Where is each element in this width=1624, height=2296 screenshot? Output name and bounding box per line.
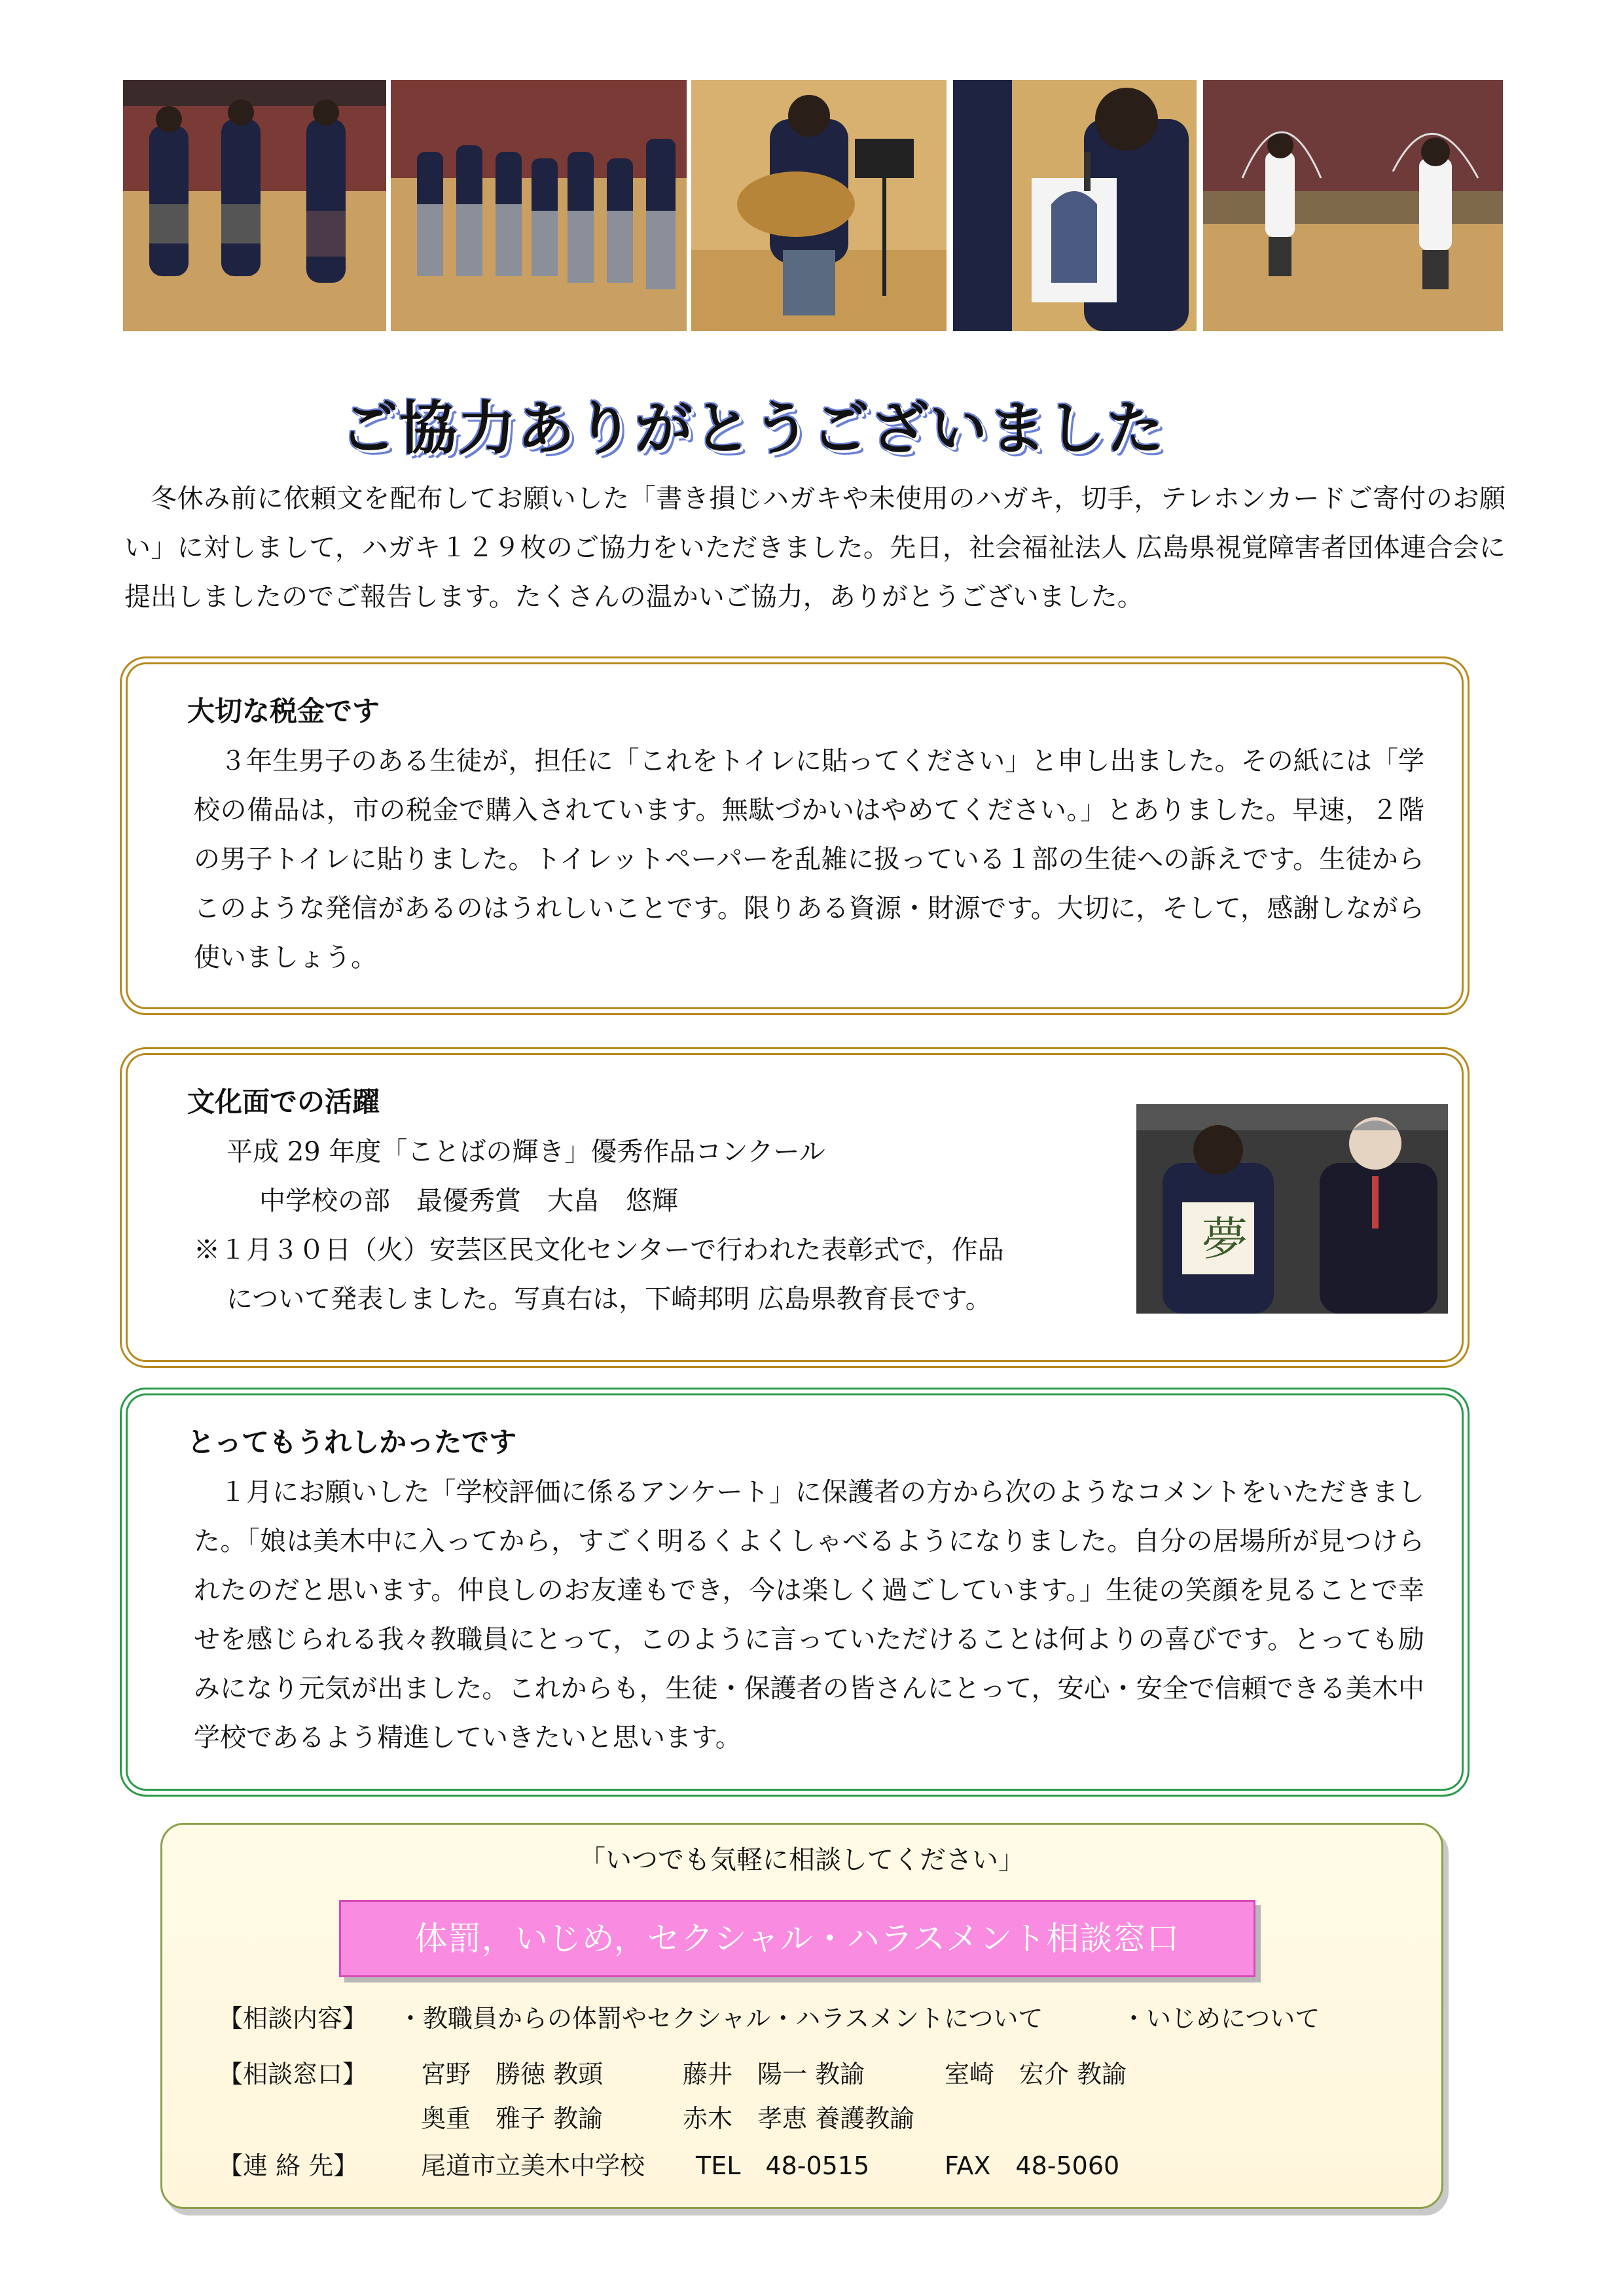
window-label: 【相談窓口】 bbox=[218, 2060, 368, 2089]
fax-number: FAX 48-5060 bbox=[945, 2151, 1120, 2180]
section-culture-body bbox=[194, 1128, 1215, 1324]
section-culture bbox=[120, 1047, 1470, 1368]
staff-fujii: 藤井 陽一 教諭 bbox=[683, 2060, 865, 2089]
section-feedback bbox=[120, 1388, 1470, 1797]
content-item-bullying: ・いじめについて bbox=[1121, 2004, 1320, 2033]
address-label: 【連 絡 先】 bbox=[218, 2151, 359, 2180]
content-item-harassment: ・教職員からの体罰やセクシャル・ハラスメントについて bbox=[398, 2004, 1043, 2033]
staff-murozaki: 室崎 宏介 教諭 bbox=[945, 2060, 1127, 2089]
staff-akagi: 赤木 孝恵 養護教諭 bbox=[683, 2104, 915, 2133]
section-feedback-title: とってもうれしかったです bbox=[187, 1426, 517, 1458]
section-tax bbox=[120, 656, 1470, 1015]
page-title: ご協力ありがとうございました bbox=[340, 395, 1166, 462]
contest-name: 平成 29 年度「ことばの輝き」優秀作品コンクール bbox=[226, 1137, 825, 1167]
award-photo bbox=[1136, 1104, 1448, 1314]
content-label: 【相談内容】 bbox=[218, 2004, 368, 2033]
consultation-banner: 体罰，いじめ，セクシャル・ハラスメント相談窓口 bbox=[339, 1900, 1255, 1977]
photo-guitar bbox=[691, 80, 947, 331]
ceremony-note-cont: について発表しました。写真右は，下崎邦明 広島県教育長です。 bbox=[226, 1284, 992, 1314]
staff-okushige: 奥重 雅子 教諭 bbox=[421, 2104, 604, 2133]
tel-number: TEL 48-0515 bbox=[696, 2151, 870, 2180]
photo-group-performance bbox=[391, 80, 687, 331]
photo-speech bbox=[953, 80, 1197, 331]
section-feedback-body: １月にお願いした「学校評価に係るアンケート」に保護者の方から次のようなコメントをいただきました。「娘は美木中に入ってから，すごく明るくよくしゃべるようになりました。自分の居場所が見つけられたのだと思います。仲良しのお友達もでき，今は楽しく過ごしています。」生徒の笑顔を見ることで幸せを感じられる我々教職員にとって，このように言っていただけることは何よりの喜びです。とっても励みになり元気が出ました。これからも，生徒・保護者の皆さんにとって，安心・安全で信頼できる美木中学校であるよう精進していきたいと思います。 bbox=[194, 1477, 1424, 1753]
section-culture-title: 文化面での活躍 bbox=[187, 1086, 380, 1118]
consultation-heading: 「いつでも気軽に相談してください」 bbox=[579, 1845, 1024, 1875]
section-tax-body: ３年生男子のある生徒が，担任に「これをトイレに貼ってください」と申し出ました。その紙には「学校の備品は，市の税金で購入されています。無駄づかいはやめてください。」とありました。早速，２階の男子トイレに貼りました。トイレットペーパーを乱雑に扱っている１部の生徒への訴えです。生徒からこのような発信があるのはうれしいことです。限りある資源・財源です。大切に，そして，感謝しながら使いましょう。 bbox=[194, 746, 1424, 973]
consultation-box bbox=[160, 1823, 1443, 2209]
school-name: 尾道市立美木中学校 bbox=[421, 2151, 645, 2180]
staff-miyano: 宮野 勝徳 教頭 bbox=[421, 2060, 604, 2089]
section-tax-title: 大切な税金です bbox=[187, 695, 380, 727]
photo-jump-rope bbox=[1203, 80, 1503, 331]
award-line: 中学校の部 最優秀賞 大畠 悠輝 bbox=[259, 1186, 678, 1216]
intro-paragraph: 冬休み前に依頼文を配布してお願いした「書き損じハガキや未使用のハガキ，切手，テレホンカードご寄付のお願い」に対しまして，ハガキ１２９枚のご協力をいただきました。先日，社会福祉法人 広島県視覚障害者団体連合会に提出しましたのでご報告します。たくさんの温かいご協力，ありがとうございました。 bbox=[124, 484, 1506, 612]
photo-dance bbox=[123, 80, 386, 331]
ceremony-note: ※１月３０日（火）安芸区民文化センターで行われた表彰式で，作品 bbox=[194, 1235, 1004, 1265]
svg-text:夢: 夢 bbox=[1202, 1212, 1248, 1266]
